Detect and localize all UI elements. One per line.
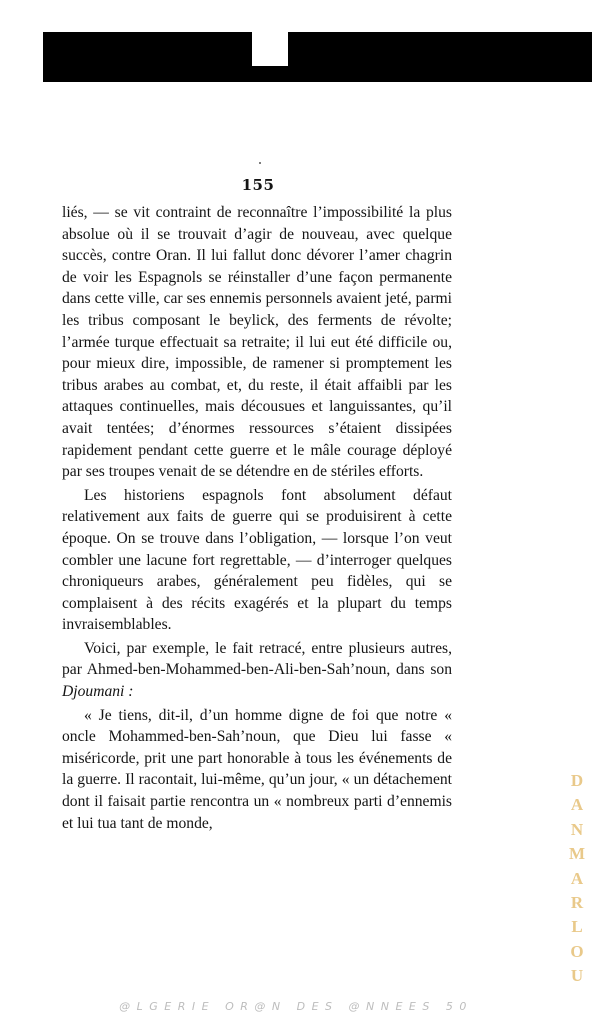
body-text — [62, 202, 452, 834]
footer-watermark: @LGERIE OR@N DES @NNEES 50 — [119, 1000, 473, 1013]
page-number: 155 — [241, 176, 275, 194]
watermark-letter: M — [568, 844, 586, 864]
redaction-bar — [43, 32, 592, 82]
watermark-letter: U — [570, 966, 584, 985]
watermark-letter: N — [570, 819, 584, 839]
watermark-letter: R — [570, 892, 584, 912]
watermark-letter: A — [570, 795, 584, 815]
paragraph-2: Les historiens espagnols font absolument défaut relativement aux faits de guerre qui se produisirent à cette époque. On se trouve dans l’obligation, — lorsque l’on veut combler une lacune fort regrettable, — d’interroger quelques chroniqueurs arabes, généralement peu fidèles, qui se complaisent à des récits exagérés et la plupart du temps invraisemblables. — [62, 486, 452, 634]
watermark-letter: L — [571, 917, 583, 937]
vertical-watermark — [562, 772, 592, 984]
paragraph-1: liés, — se vit contraint de reconnaître l’impossibilité la plus absolue où il se trouvait d’agir de nouveau, avec quelque succès, contre Oran. Il lui fallut donc dévorer l’amer chagrin de voir les Espagnols se réinstaller d’une façon permanente dans cette ville, car ses ennemis personnels avaient jeté, parmi les tribus composant le beylick, des ferments de révolte; l’armée turque effectuait sa retraite; il lui eut été difficile ou, pour mieux dire, impossible, de ramener si promptement les tribus arabes au combat, et, du reste, il était affaibli par les attaques continuelles, mais décousues et languissantes, qu’il avait tentées; d’énormes ressources s’étaient dissipées rapidement pendant cette guerre et le mâle courage déployé par ses troupes venait de se détendre en de stériles efforts. — [62, 204, 452, 481]
paragraph-4-quote: « Je tiens, dit-il, d’un homme digne de foi que notre « oncle Mohammed-ben-Sah’noun, que Dieu lui fasse « miséricorde, prit une part honorable à tous les événements de la guerre. Il racontait, lui-même, qu’un jour, « un détachement dont il faisait partie rencontra un « nombreux parti d’ennemis et lui tua tant de monde, — [62, 706, 452, 832]
paragraph-3: Voici, par exemple, le fait retracé, entre plusieurs autres, par Ahmed-ben-Mohammed-ben-Ali-ben-Sah’noun, dans son Djoumani : — [62, 639, 452, 701]
watermark-letter: D — [570, 771, 584, 790]
watermark-letter: A — [570, 868, 584, 888]
redaction-notch — [252, 32, 288, 66]
watermark-letter: O — [570, 941, 584, 961]
print-speck — [259, 162, 261, 164]
